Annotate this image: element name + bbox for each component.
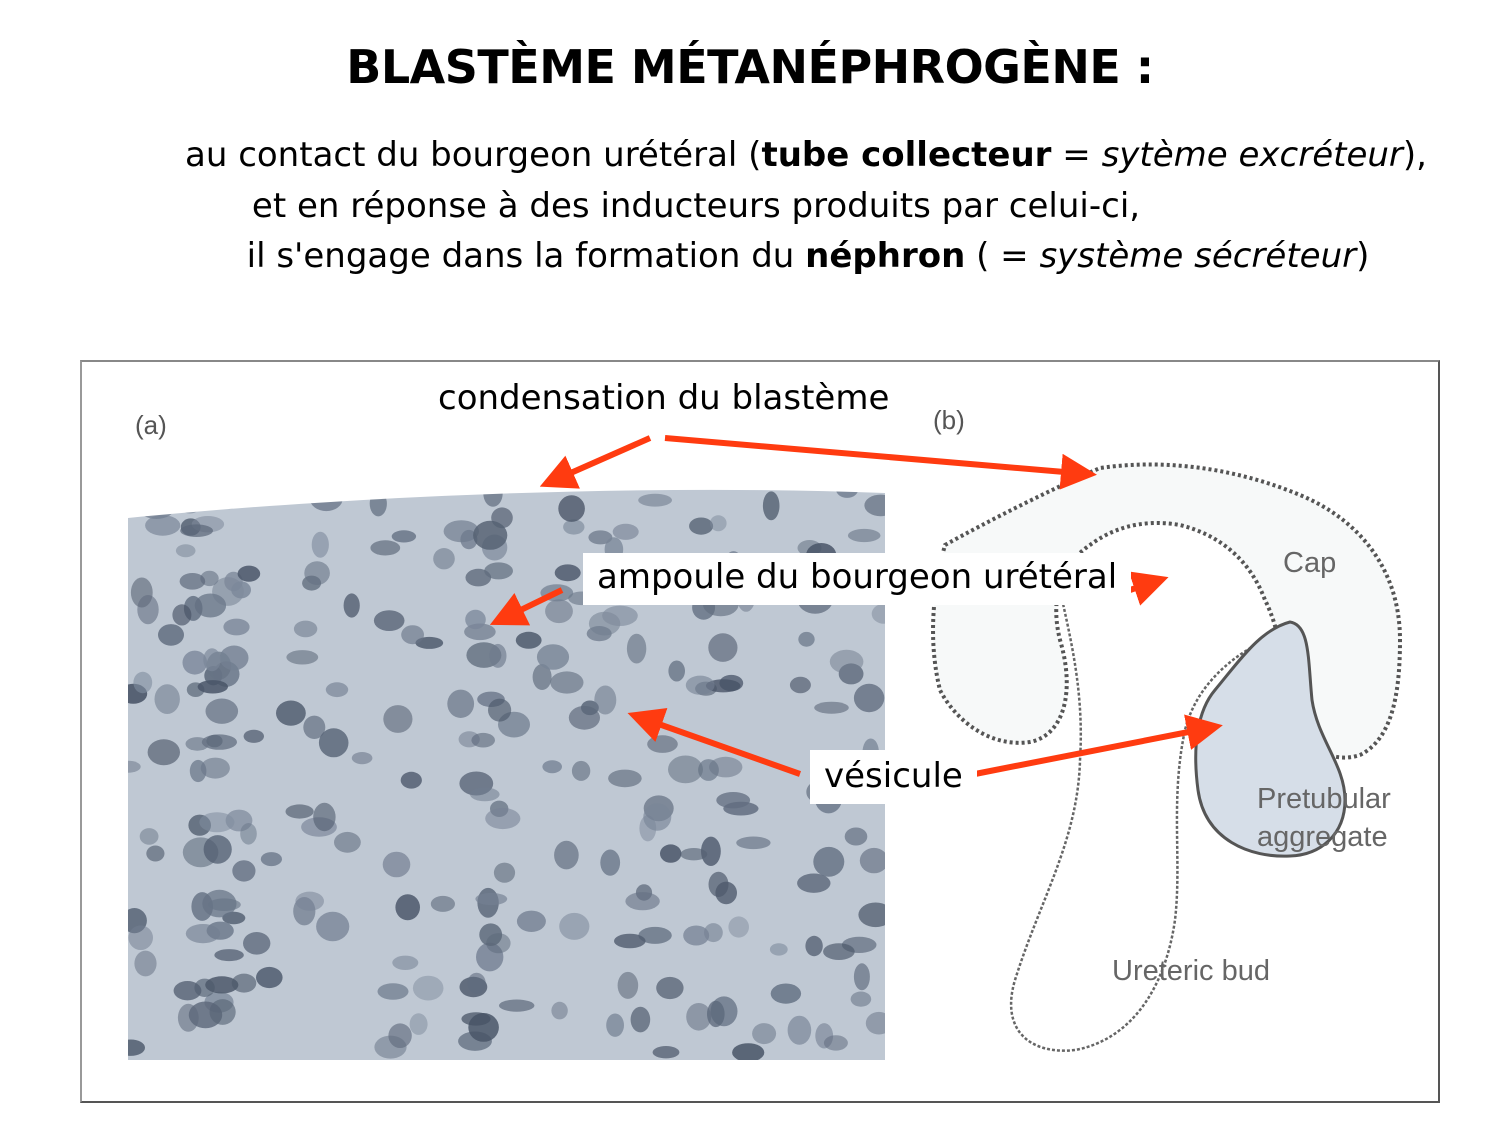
ureteric-bud-label: Ureteric bud [1112, 955, 1270, 987]
aggregate-label: aggregate [1257, 821, 1388, 853]
arrow-ampoule-photo [498, 590, 562, 621]
annotation-condensation: condensation du blastème [438, 378, 890, 418]
term-nephron: néphron [805, 236, 966, 276]
slide-title: BLASTÈME MÉTANÉPHROGÈNE : [346, 40, 1154, 94]
text: ), [1402, 135, 1427, 175]
panel-a-label: (a) [135, 410, 167, 440]
intro-line-2: et en réponse à des inducteurs produits par celui-ci, [251, 186, 1141, 226]
text: ( [965, 236, 1001, 276]
text: ) [1356, 236, 1370, 276]
text: au contact du bourgeon urétéral ( [185, 135, 762, 175]
pretubular-label: Pretubular [1257, 783, 1391, 815]
arrow-vesicule-photo [636, 716, 800, 774]
panel-b-label: (b) [933, 405, 965, 435]
term-systeme-secreteur: = système sécréteur [1000, 236, 1357, 276]
annotation-vesicule: vésicule [810, 750, 977, 804]
text: il s'engage dans la formation du [246, 236, 806, 276]
arrow-condensation-diagram [665, 438, 1088, 474]
cap-label: Cap [1283, 547, 1337, 579]
term-systeme-excreteur: sytème excréteur [1101, 135, 1403, 175]
text: = [1051, 135, 1102, 175]
annotation-ampoule: ampoule du bourgeon urétéral [583, 553, 1131, 605]
arrow-condensation-photo [548, 438, 650, 483]
term-tube-collecteur: tube collecteur [761, 135, 1052, 175]
